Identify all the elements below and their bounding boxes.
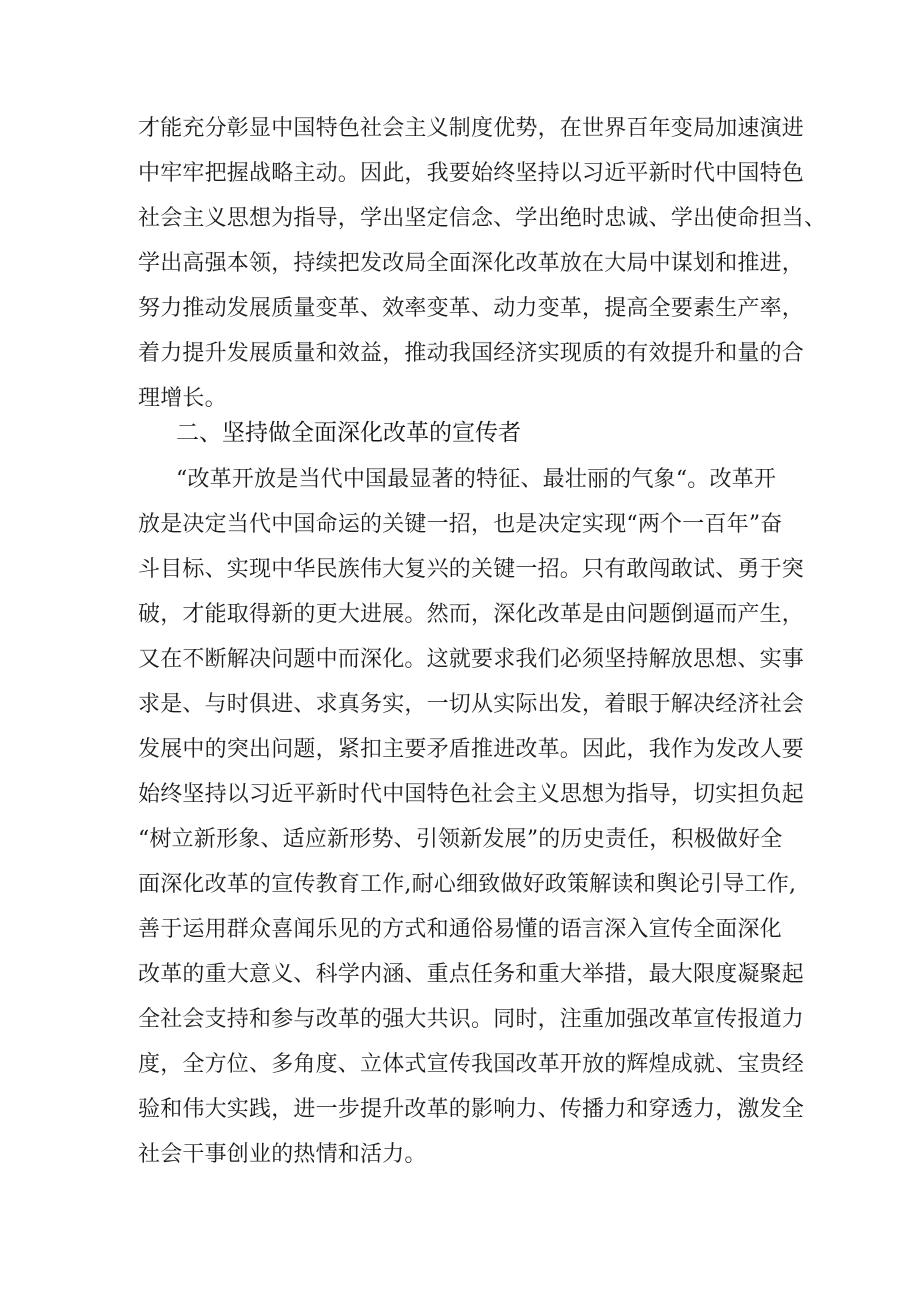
paragraph-2-line-3: 斗目标、实现中华民族伟大复兴的关键一招。只有敢闯敢试、勇于突 — [138, 557, 805, 582]
paragraph-2-line-11: 善于运用群众喜闻乐见的方式和通俗易懂的语言深入宣传全面深化 — [138, 917, 782, 942]
paragraph-2-line-8: 始终坚持以习近平新时代中国特色社会主义思想为指导，切实担负起 — [138, 782, 805, 807]
paragraph-2-line-7: 发展中的突出问题，紧扣主要矛盾推进改革。因此，我作为发改人要 — [138, 737, 805, 762]
paragraph-2-line-6: 求是、与时俱进、求真务实，一切从实际出发，着眼于解决经济社会 — [138, 692, 805, 717]
paragraph-1-line-2: 中牢牢把握战略主动。因此，我要始终坚持以习近平新时代中国特色 — [138, 161, 805, 186]
paragraph-1-line-6: 着力提升发展质量和效益，推动我国经济实现质的有效提升和量的合 — [138, 341, 805, 366]
paragraph-2-line-1: “改革开放是当代中国最显著的特征、最壮丽的气象“。改革开 — [176, 467, 777, 492]
paragraph-1-line-5: 努力推动发展质量变革、效率变革、动力变革，提高全要素生产率， — [138, 296, 805, 321]
paragraph-1-line-3: 社会主义思想为指导，学出坚定信念、学出绝时忠诚、学出使命担当、 — [138, 206, 827, 231]
section-heading: 二、坚持做全面深化改革的宣传者 — [176, 420, 521, 446]
paragraph-2-line-16: 社会干事创业的热情和活力。 — [138, 1142, 427, 1167]
paragraph-1-line-1: 才能充分彰显中国特色社会主义制度优势，在世界百年变局加速演进 — [138, 116, 805, 141]
paragraph-2-line-9: “树立新形象、适应新形势、引领新发展”的历史责任，积极做好全 — [138, 827, 783, 852]
paragraph-2-line-15: 验和伟大实践，进一步提升改革的影响力、传播力和穿透力，激发全 — [138, 1097, 805, 1122]
paragraph-2-line-10: 面深化改革的宣传教育工作,耐心细致做好政策解读和舆论引导工作, — [138, 872, 797, 897]
paragraph-1-line-7: 理增长。 — [138, 386, 227, 411]
paragraph-2-line-14: 度，全方位、多角度、立体式宣传我国改革开放的辉煌成就、宝贵经 — [138, 1052, 805, 1077]
paragraph-2-line-5: 又在不断解决问题中而深化。这就要求我们必须坚持解放思想、实事 — [138, 647, 805, 672]
paragraph-2-line-13: 全社会支持和参与改革的强大共识。同时，注重加强改革宣传报道力 — [138, 1007, 805, 1032]
paragraph-1-line-4: 学出高强本领，持续把发改局全面深化改革放在大局中谋划和推进， — [138, 251, 805, 276]
paragraph-2-line-2: 放是决定当代中国命运的关键一招，也是决定实现“两个一百年”奋 — [138, 512, 783, 537]
paragraph-2-line-12: 改革的重大意义、科学内涵、重点任务和重大举措，最大限度凝聚起 — [138, 962, 805, 987]
paragraph-2-line-4: 破，才能取得新的更大进展。然而，深化改革是由问题倒逼而产生， — [138, 602, 805, 627]
